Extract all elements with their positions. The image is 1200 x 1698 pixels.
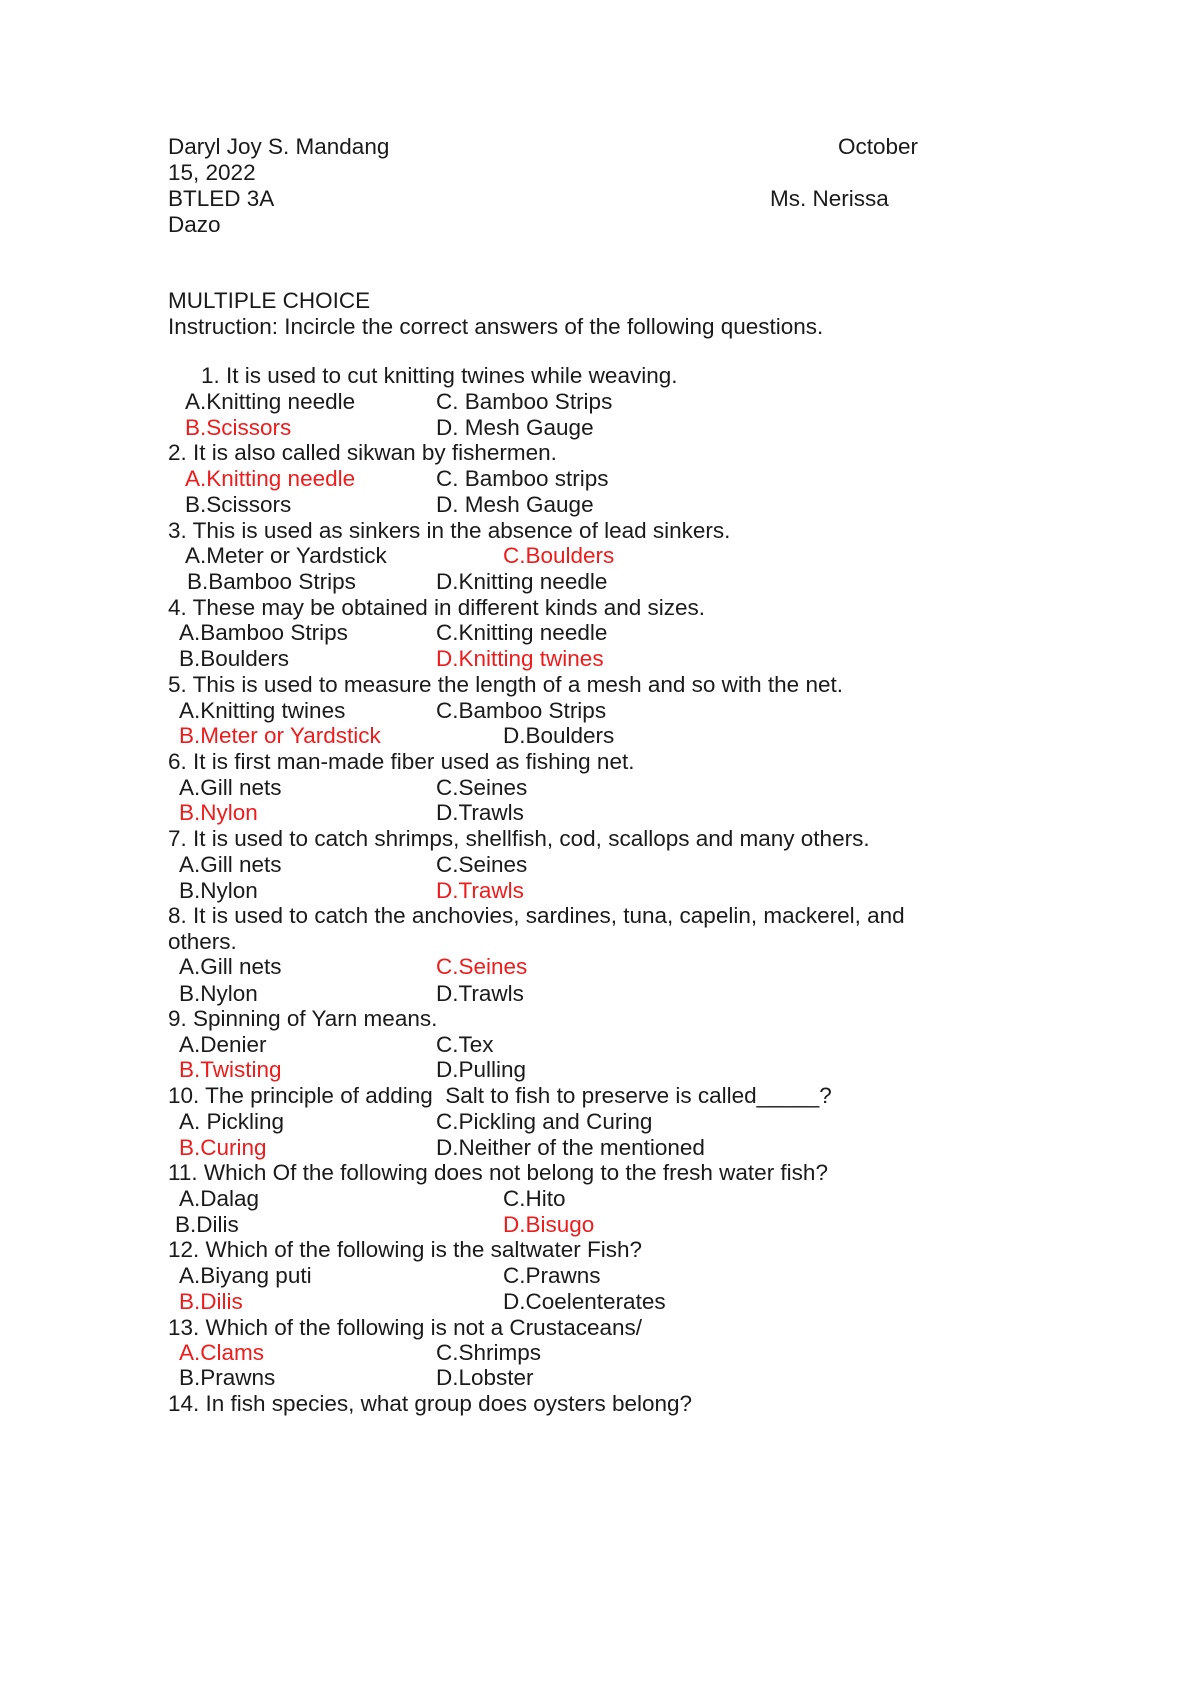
q1-option-d: D. Mesh Gauge	[436, 415, 594, 440]
q9-option-c: C.Tex	[436, 1032, 494, 1057]
q1-option-c: C. Bamboo Strips	[436, 389, 613, 414]
q13-option-c: C.Shrimps	[436, 1340, 542, 1365]
q1-option-a: A.Knitting needle	[185, 389, 356, 414]
test-title: MULTIPLE CHOICE	[168, 288, 371, 313]
teacher-surname: Dazo	[168, 212, 221, 237]
q8-option-a: A.Gill nets	[179, 954, 282, 979]
q3-option-d: D.Knitting needle	[436, 569, 608, 594]
q13-option-d: D.Lobster	[436, 1365, 534, 1390]
q7-option-c: C.Seines	[436, 852, 528, 877]
q8-option-b: B.Nylon	[179, 981, 258, 1006]
question-13: 13. Which of the following is not a Crustaceans/	[168, 1315, 642, 1340]
q12-option-d: D.Coelenterates	[503, 1289, 666, 1314]
question-12: 12. Which of the following is the saltwater Fish?	[168, 1237, 642, 1262]
q7-option-a: A.Gill nets	[179, 852, 282, 877]
q8-option-c: C.Seines	[436, 954, 528, 979]
question-2: 2. It is also called sikwan by fishermen.	[168, 440, 557, 465]
q9-option-b: B.Twisting	[179, 1057, 282, 1082]
date-day-year: 15, 2022	[168, 160, 256, 185]
question-3: 3. This is used as sinkers in the absence of lead sinkers.	[168, 518, 731, 543]
q1-option-b: B.Scissors	[185, 415, 292, 440]
question-5: 5. This is used to measure the length of a mesh and so with the net.	[168, 672, 843, 697]
question-1: 1. It is used to cut knitting twines while weaving.	[201, 363, 678, 388]
q13-option-a: A.Clams	[179, 1340, 265, 1365]
q2-option-a: A.Knitting needle	[185, 466, 356, 491]
q4-option-b: B.Boulders	[179, 646, 290, 671]
q12-option-b: B.Dilis	[179, 1289, 243, 1314]
q2-option-b: B.Scissors	[185, 492, 292, 517]
test-instruction: Instruction: Incircle the correct answers of the following questions.	[168, 314, 824, 339]
q2-option-c: C. Bamboo strips	[436, 466, 609, 491]
question-9: 9. Spinning of Yarn means.	[168, 1006, 438, 1031]
q5-option-b: B.Meter or Yardstick	[179, 723, 381, 748]
q3-option-a: A.Meter or Yardstick	[185, 543, 387, 568]
question-14: 14. In fish species, what group does oysters belong?	[168, 1391, 693, 1416]
question-11: 11. Which Of the following does not belong to the fresh water fish?	[168, 1160, 828, 1185]
q5-option-d: D.Boulders	[503, 723, 615, 748]
question-4: 4. These may be obtained in different kinds and sizes.	[168, 595, 706, 620]
q10-option-c: C.Pickling and Curing	[436, 1109, 653, 1134]
q8-option-d: D.Trawls	[436, 981, 524, 1006]
question-7: 7. It is used to catch shrimps, shellfish, cod, scallops and many others.	[168, 826, 870, 851]
question-8: 8. It is used to catch the anchovies, sardines, tuna, capelin, mackerel, and	[168, 903, 905, 928]
q2-option-d: D. Mesh Gauge	[436, 492, 594, 517]
q12-option-c: C.Prawns	[503, 1263, 601, 1288]
q6-option-a: A.Gill nets	[179, 775, 282, 800]
q7-option-d: D.Trawls	[436, 878, 524, 903]
student-name: Daryl Joy S. Mandang	[168, 134, 390, 159]
q5-option-a: A.Knitting twines	[179, 698, 346, 723]
q6-option-c: C.Seines	[436, 775, 528, 800]
question-8-continued: others.	[168, 929, 237, 954]
q10-option-a: A. Pickling	[179, 1109, 285, 1134]
q10-option-d: D.Neither of the mentioned	[436, 1135, 705, 1160]
q4-option-a: A.Bamboo Strips	[179, 620, 348, 645]
q5-option-c: C.Bamboo Strips	[436, 698, 607, 723]
q11-option-d: D.Bisugo	[503, 1212, 595, 1237]
class-section: BTLED 3A	[168, 186, 275, 211]
question-6: 6. It is first man-made fiber used as fishing net.	[168, 749, 635, 774]
q6-option-b: B.Nylon	[179, 800, 258, 825]
question-10: 10. The principle of adding Salt to fish to preserve is called_____?	[168, 1083, 832, 1108]
q11-option-b: B.Dilis	[175, 1212, 239, 1237]
q7-option-b: B.Nylon	[179, 878, 258, 903]
q11-option-c: C.Hito	[503, 1186, 566, 1211]
q6-option-d: D.Trawls	[436, 800, 524, 825]
q13-option-b: B.Prawns	[179, 1365, 276, 1390]
q9-option-d: D.Pulling	[436, 1057, 527, 1082]
q3-option-c: C.Boulders	[503, 543, 615, 568]
q4-option-c: C.Knitting needle	[436, 620, 608, 645]
q11-option-a: A.Dalag	[179, 1186, 260, 1211]
teacher-name: Ms. Nerissa	[770, 186, 889, 211]
q12-option-a: A.Biyang puti	[179, 1263, 312, 1288]
date-month: October	[838, 134, 919, 159]
q3-option-b: B.Bamboo Strips	[187, 569, 356, 594]
q9-option-a: A.Denier	[179, 1032, 267, 1057]
q10-option-b: B.Curing	[179, 1135, 267, 1160]
q4-option-d: D.Knitting twines	[436, 646, 604, 671]
